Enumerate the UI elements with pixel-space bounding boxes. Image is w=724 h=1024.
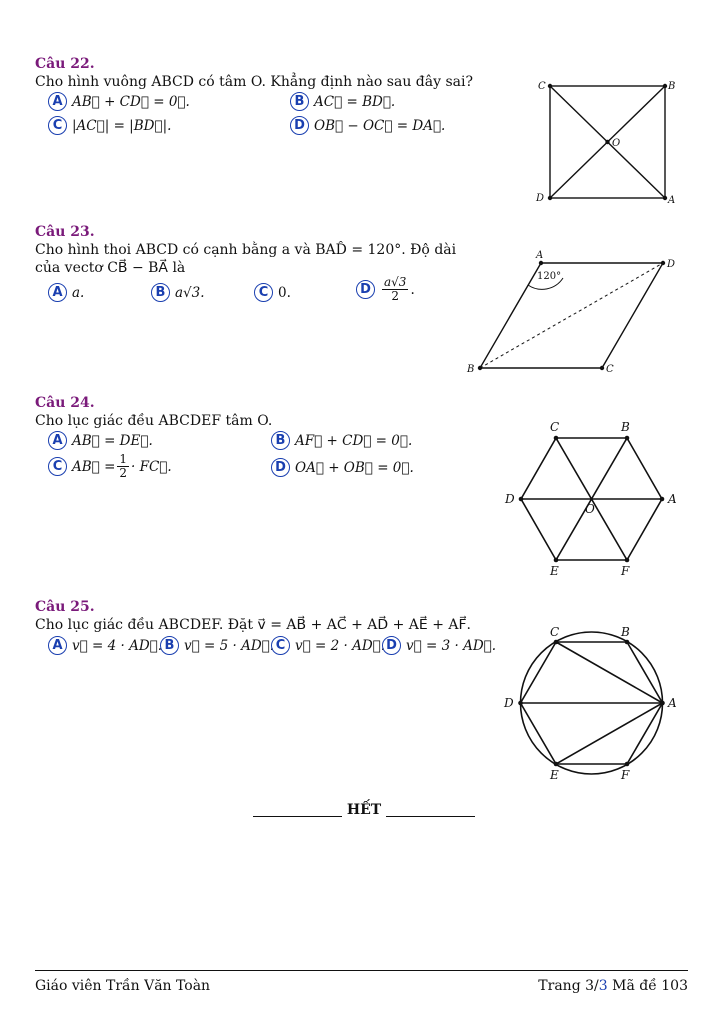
vertex-label-f: F (621, 768, 630, 782)
fraction-denominator: 2 (391, 289, 400, 303)
vertex-label-c: C (606, 364, 614, 375)
option-letter: A (48, 431, 67, 450)
rhombus-figure (462, 250, 682, 380)
option-text: v⃗ = 4 · AD⃗. (72, 637, 163, 654)
vertex-label-d: D (505, 492, 515, 506)
vertex-label-b: B (621, 420, 630, 434)
option-c[interactable] (48, 453, 172, 480)
option-c[interactable] (271, 636, 385, 655)
vertex-label-a: A (668, 492, 677, 506)
option-text: OB⃗ − OC⃗ = DA⃗. (314, 117, 446, 134)
page-prefix: Trang 3/ (538, 978, 599, 994)
option-letter: D (382, 636, 401, 655)
vertex-label-f: F (621, 564, 630, 578)
vertex-label-c: C (538, 81, 546, 92)
question-23 (35, 223, 456, 277)
center-label-o: O (585, 502, 595, 516)
option-text: v⃗ = 3 · AD⃗. (406, 637, 497, 654)
option-letter: D (271, 458, 290, 477)
fraction-numerator: 1 (119, 452, 128, 466)
option-letter: C (48, 457, 67, 476)
question-title: Câu 22. (35, 56, 95, 72)
question-stem: Cho lục giác đều ABCDEF tâm O. (35, 413, 273, 429)
center-label-o: O (612, 138, 621, 149)
option-text: AC⃗ = BD⃗. (314, 93, 396, 110)
question-stem-line2: của vectơ CB⃗ − BA⃗ là (35, 260, 186, 276)
option-fraction (382, 276, 408, 303)
option-b[interactable] (290, 92, 395, 111)
end-marker (253, 802, 475, 818)
hexagon-circle-figure (500, 622, 685, 787)
question-24 (35, 394, 272, 430)
option-letter: B (151, 283, 170, 302)
option-text: AB⃗ = DE⃗. (72, 432, 153, 449)
option-a[interactable] (48, 431, 153, 450)
vertex-label-a: A (536, 250, 544, 261)
option-text: |AC⃗| = |BD⃗|. (72, 117, 172, 134)
hexagon-figure (500, 420, 685, 580)
angle-label: 120° (537, 271, 562, 282)
footer-page-info (538, 978, 688, 994)
option-d[interactable] (356, 276, 415, 303)
vertex-label-e: E (550, 768, 559, 782)
footer-divider (35, 970, 688, 971)
option-text: a. (72, 284, 85, 301)
option-text: OA⃗ + OB⃗ = 0⃗. (295, 459, 414, 476)
question-22 (35, 55, 473, 91)
option-letter: C (254, 283, 273, 302)
end-rule-right (386, 816, 475, 817)
option-letter: B (290, 92, 309, 111)
exam-code: Mã đề 103 (607, 978, 688, 994)
question-title: Câu 23. (35, 224, 95, 240)
option-letter: D (290, 116, 309, 135)
option-text: v⃗ = 5 · AD⃗. (184, 637, 275, 654)
option-b[interactable] (160, 636, 274, 655)
option-letter: A (48, 92, 67, 111)
vertex-label-d: D (536, 193, 545, 204)
option-letter: A (48, 636, 67, 655)
vertex-label-b: B (621, 625, 630, 639)
end-label: HẾT (346, 802, 382, 818)
option-letter: A (48, 283, 67, 302)
vertex-label-c: C (550, 625, 560, 639)
option-letter: C (271, 636, 290, 655)
square-figure (530, 76, 680, 211)
option-a[interactable] (48, 283, 84, 302)
option-fraction (117, 453, 129, 480)
question-stem: Cho lục giác đều ABCDEF. Đặt v⃗ = AB⃗ + AC⃗ + AD⃗ + AE⃗ + AF⃗. (35, 617, 471, 633)
question-25 (35, 598, 471, 634)
vertex-label-c: C (550, 420, 560, 434)
vertex-label-d: D (504, 696, 514, 710)
option-d[interactable] (290, 116, 445, 135)
option-c[interactable] (48, 116, 171, 135)
vertex-label-b: B (668, 81, 676, 92)
page-total[interactable]: 3 (598, 978, 608, 994)
option-text: a√3. (175, 284, 205, 301)
end-rule-left (253, 816, 342, 817)
option-b[interactable] (271, 431, 412, 450)
question-stem-line1: Cho hình thoi ABCD có cạnh bằng a và BAD̂ = 120°. Độ dài (35, 242, 457, 258)
option-letter: B (160, 636, 179, 655)
option-tail: . (410, 281, 415, 298)
option-letter: B (271, 431, 290, 450)
vertex-label-a: A (668, 696, 677, 710)
vertex-label-b: B (467, 364, 475, 375)
option-a[interactable] (48, 92, 190, 111)
option-b[interactable] (151, 283, 205, 302)
fraction-denominator: 2 (119, 466, 128, 480)
vertex-label-e: E (550, 564, 559, 578)
vertex-label-d: D (667, 259, 676, 270)
option-text: AB⃗ + CD⃗ = 0⃗. (72, 93, 190, 110)
option-c[interactable] (254, 283, 291, 302)
option-text: 0. (278, 284, 291, 301)
vertex-label-a: A (668, 195, 676, 206)
option-letter: C (48, 116, 67, 135)
option-d[interactable] (382, 636, 496, 655)
option-letter: D (356, 280, 375, 299)
question-title: Câu 24. (35, 395, 95, 411)
question-stem: Cho hình vuông ABCD có tâm O. Khẳng định nào sau đây sai? (35, 74, 473, 90)
option-text: AF⃗ + CD⃗ = 0⃗. (295, 432, 413, 449)
option-text: v⃗ = 2 · AD⃗. (295, 637, 386, 654)
question-title: Câu 25. (35, 599, 95, 615)
fraction-numerator: a√3 (384, 275, 407, 289)
option-tail: · FC⃗. (131, 458, 172, 475)
option-d[interactable] (271, 458, 414, 477)
option-a[interactable] (48, 636, 162, 655)
footer-teacher: Giáo viên Trần Văn Toàn (35, 978, 211, 994)
option-pre: AB⃗ = (72, 458, 116, 475)
